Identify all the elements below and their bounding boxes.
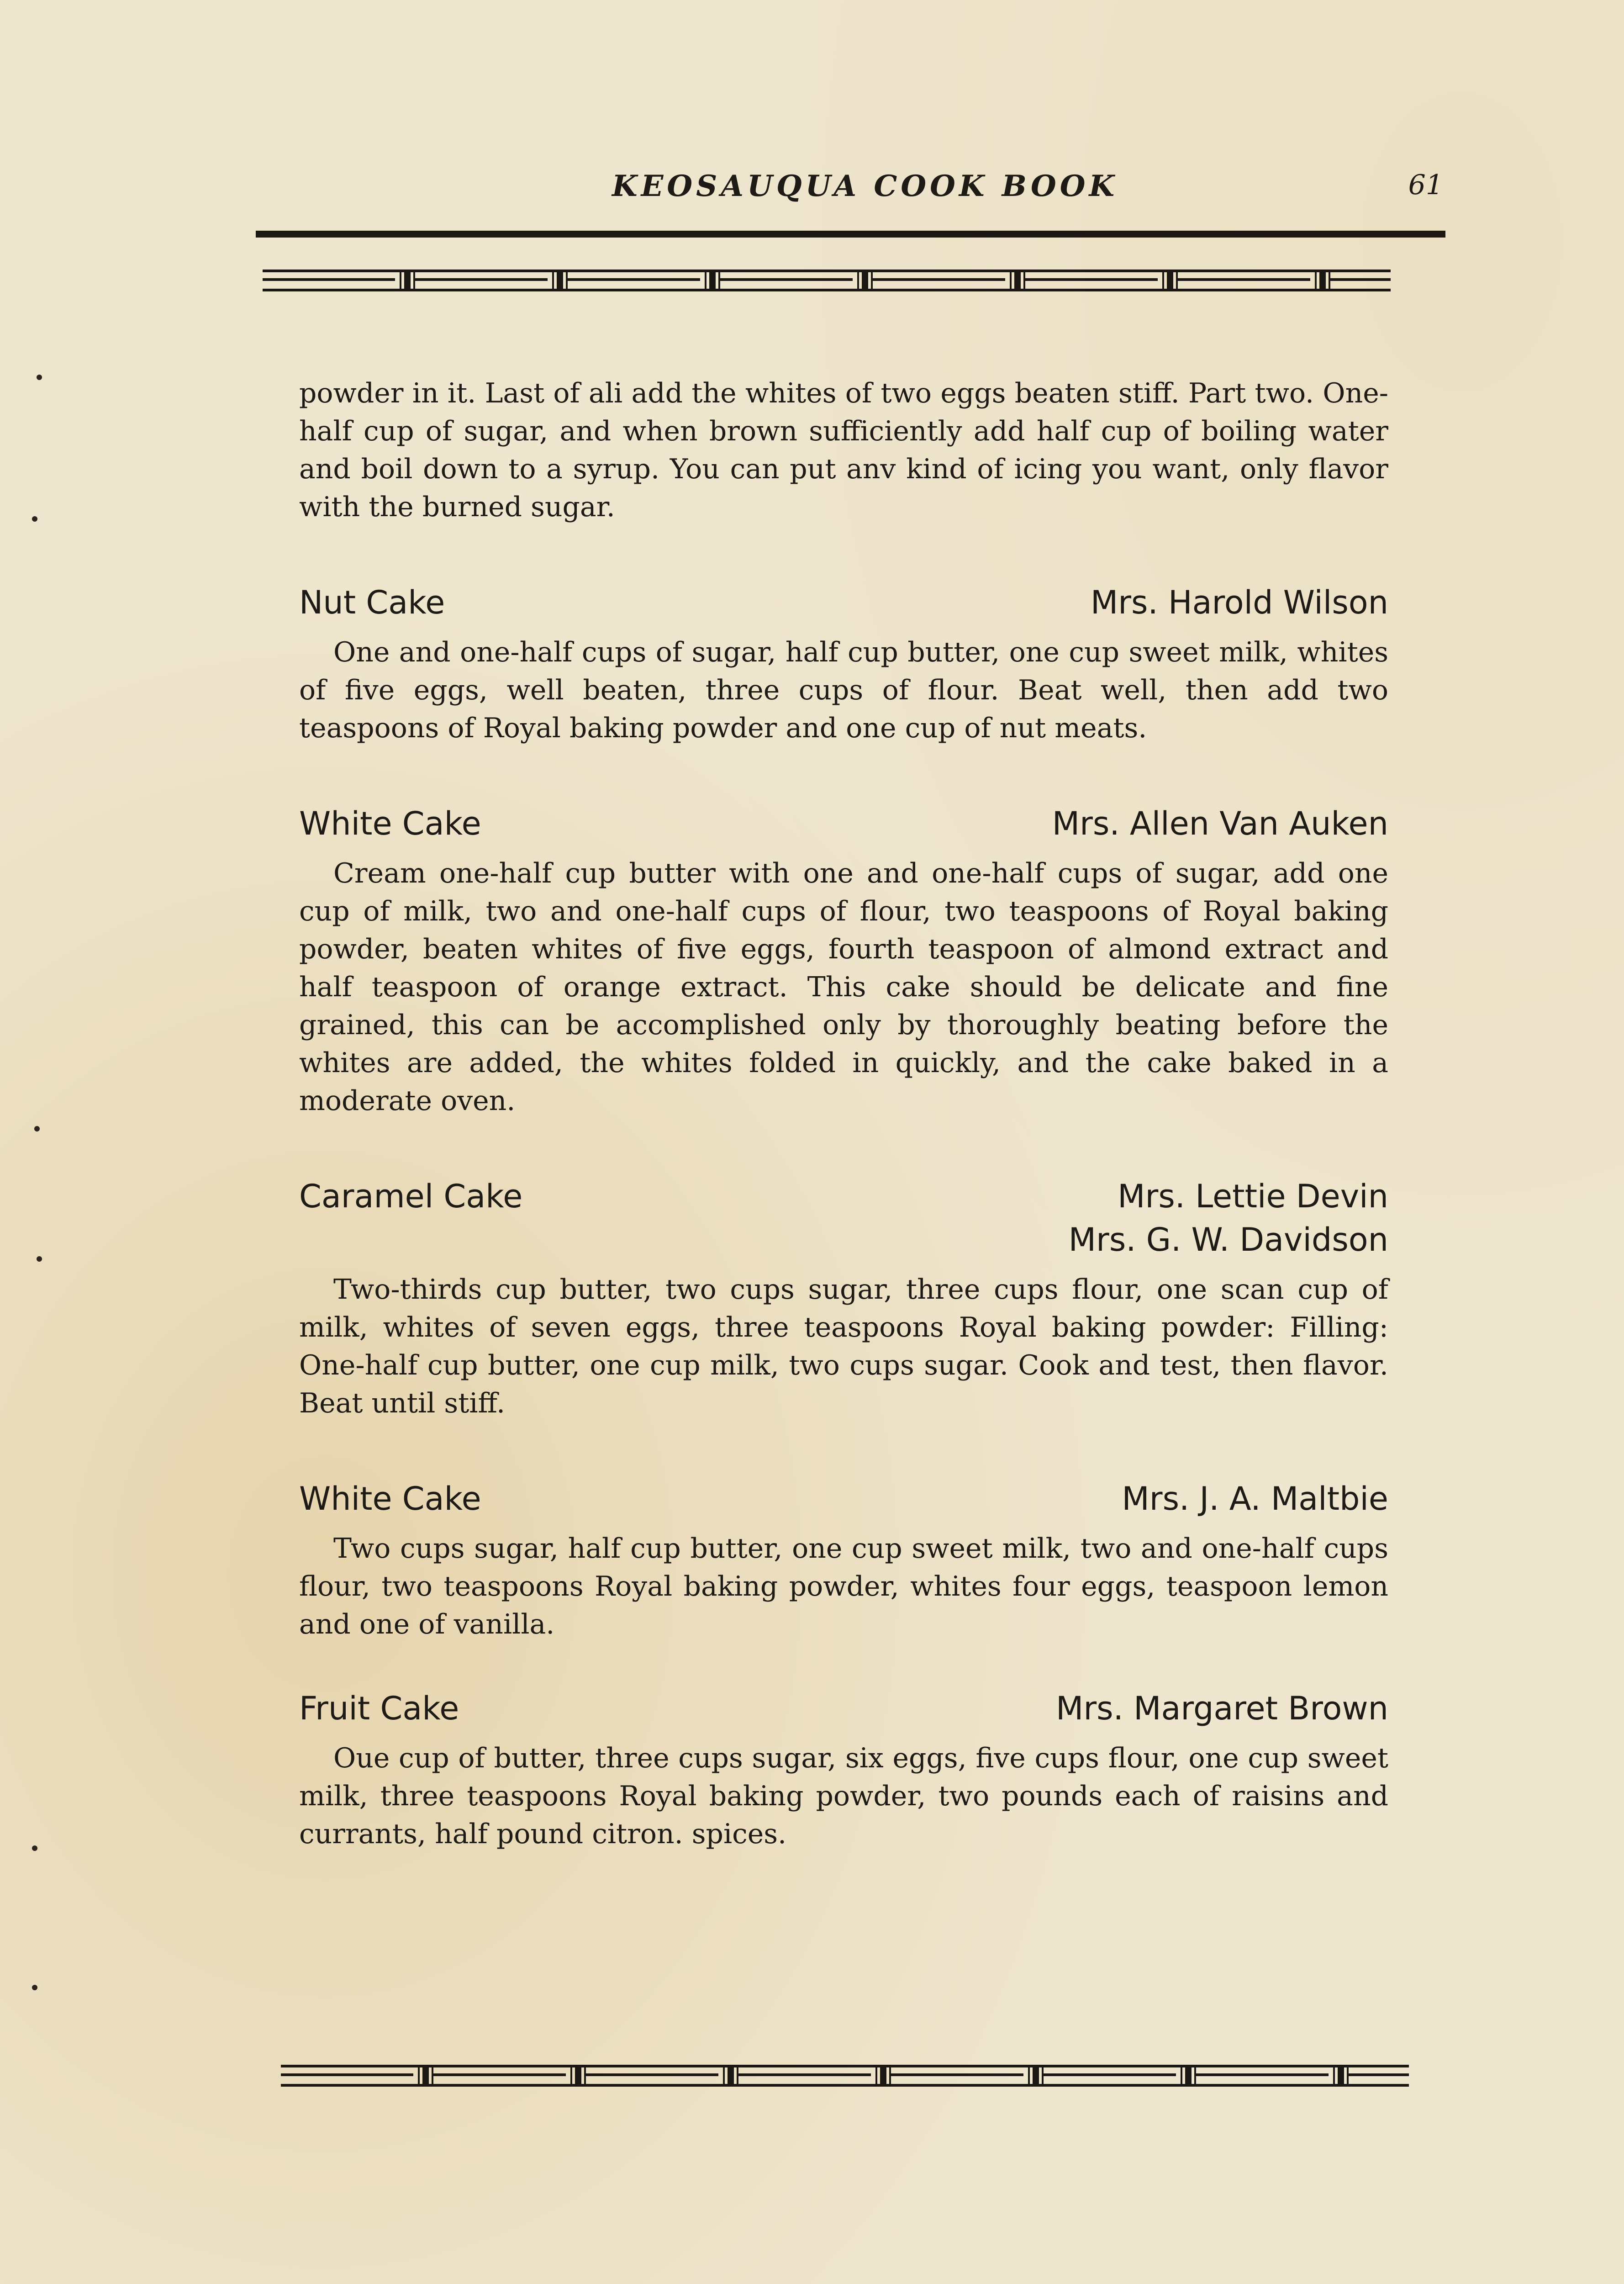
- recipe-contributors: [1069, 1175, 1388, 1262]
- recipe-contributors: [1091, 581, 1388, 624]
- recipe-contributors: [1052, 802, 1388, 846]
- recipe-heading: [299, 1687, 1388, 1730]
- recipe-heading: [299, 1477, 1388, 1521]
- continued-recipe-text: powder in it. Last of ali add the whites of two eggs beaten stiff. Part two. One-half cup of sugar, and when brown sufficiently add half cup of boiling water and boil down to a syrup. You can put anv kind of icing you want, only flavor with the burned sugar.: [299, 377, 1388, 523]
- top-greek-key-border: [263, 270, 1391, 291]
- margin-speck: [32, 516, 37, 522]
- contributor-name: Mrs. Harold Wilson: [1090, 584, 1388, 621]
- recipe-caramel-cake: [299, 1175, 1388, 1422]
- book-title: KEOSAUQUA COOK BOOK: [612, 169, 1118, 203]
- margin-speck: [32, 1985, 37, 1990]
- margin-speck: [37, 375, 42, 380]
- recipe-title: Nut Cake: [299, 584, 445, 621]
- contributor-name: Mrs. G. W. Davidson: [1068, 1221, 1388, 1258]
- running-head: [256, 169, 1443, 219]
- recipe-contributors: [1122, 1477, 1388, 1521]
- recipe-contributors: [1056, 1687, 1388, 1730]
- recipe-title: White Cake: [299, 805, 481, 842]
- recipe-title: Fruit Cake: [299, 1690, 459, 1727]
- recipe-title: Caramel Cake: [299, 1178, 523, 1215]
- contributor-name: Mrs. J. A. Maltbie: [1122, 1480, 1388, 1517]
- recipe-body: Oue cup of butter, three cups sugar, six eggs, five cups flour, one cup sweet milk, three teaspoons Royal baking powder, two pounds each of raisins and currants, half pound citron. spices.: [299, 1742, 1388, 1850]
- page-number: 61: [1408, 169, 1443, 201]
- page-content: [299, 375, 1388, 1853]
- recipe-body: One and one-half cups of sugar, half cup butter, one cup sweet milk, whites of five eggs, well beaten, three cups of flour. Beat well, then add two teaspoons of Royal baking powder and one cup of nut meats.: [299, 636, 1388, 744]
- recipe-body: Cream one-half cup butter with one and one-half cups of sugar, add one cup of milk, two and one-half cups of flour, two teaspoons of Royal baking powder, beaten whites of five eggs, fourth teaspoon of almond extract and half teaspoon of orange extract. This cake should be delicate and fine grained, this can be accomplished only by thoroughly beating before the whites are added, the whites folded in quickly, and the cake baked in a moderate oven.: [299, 857, 1388, 1117]
- recipe-heading: [299, 802, 1388, 846]
- recipe-body: Two cups sugar, half cup butter, one cup sweet milk, two and one-half cups flour, two teaspoons Royal baking powder, whites four eggs, teaspoon lemon and one of vanilla.: [299, 1533, 1388, 1640]
- contributor-name: Mrs. Margaret Brown: [1055, 1690, 1388, 1727]
- margin-speck: [32, 1845, 37, 1851]
- recipe-white-cake-2: [299, 1477, 1388, 1644]
- recipe-heading: [299, 1175, 1388, 1262]
- recipe-title: White Cake: [299, 1480, 481, 1517]
- contributor-name: Mrs. Allen Van Auken: [1052, 805, 1388, 842]
- recipe-body: Two-thirds cup butter, two cups sugar, three cups flour, one scan cup of milk, whites of seven eggs, three teaspoons Royal baking powder: Filling: One-half cup butter, one cup milk, two cups sugar. Cook and test, then flavor. Beat until stiff.: [299, 1274, 1388, 1419]
- recipe-heading: [299, 581, 1388, 624]
- margin-speck: [37, 1256, 42, 1262]
- contributor-name: Mrs. Lettie Devin: [1118, 1178, 1388, 1215]
- recipe-nut-cake: [299, 581, 1388, 747]
- margin-speck: [34, 1126, 40, 1131]
- header-rule: [256, 231, 1445, 238]
- recipe-white-cake-1: [299, 802, 1388, 1120]
- bottom-greek-key-border: [281, 2065, 1409, 2087]
- recipe-fruit-cake: [299, 1687, 1388, 1853]
